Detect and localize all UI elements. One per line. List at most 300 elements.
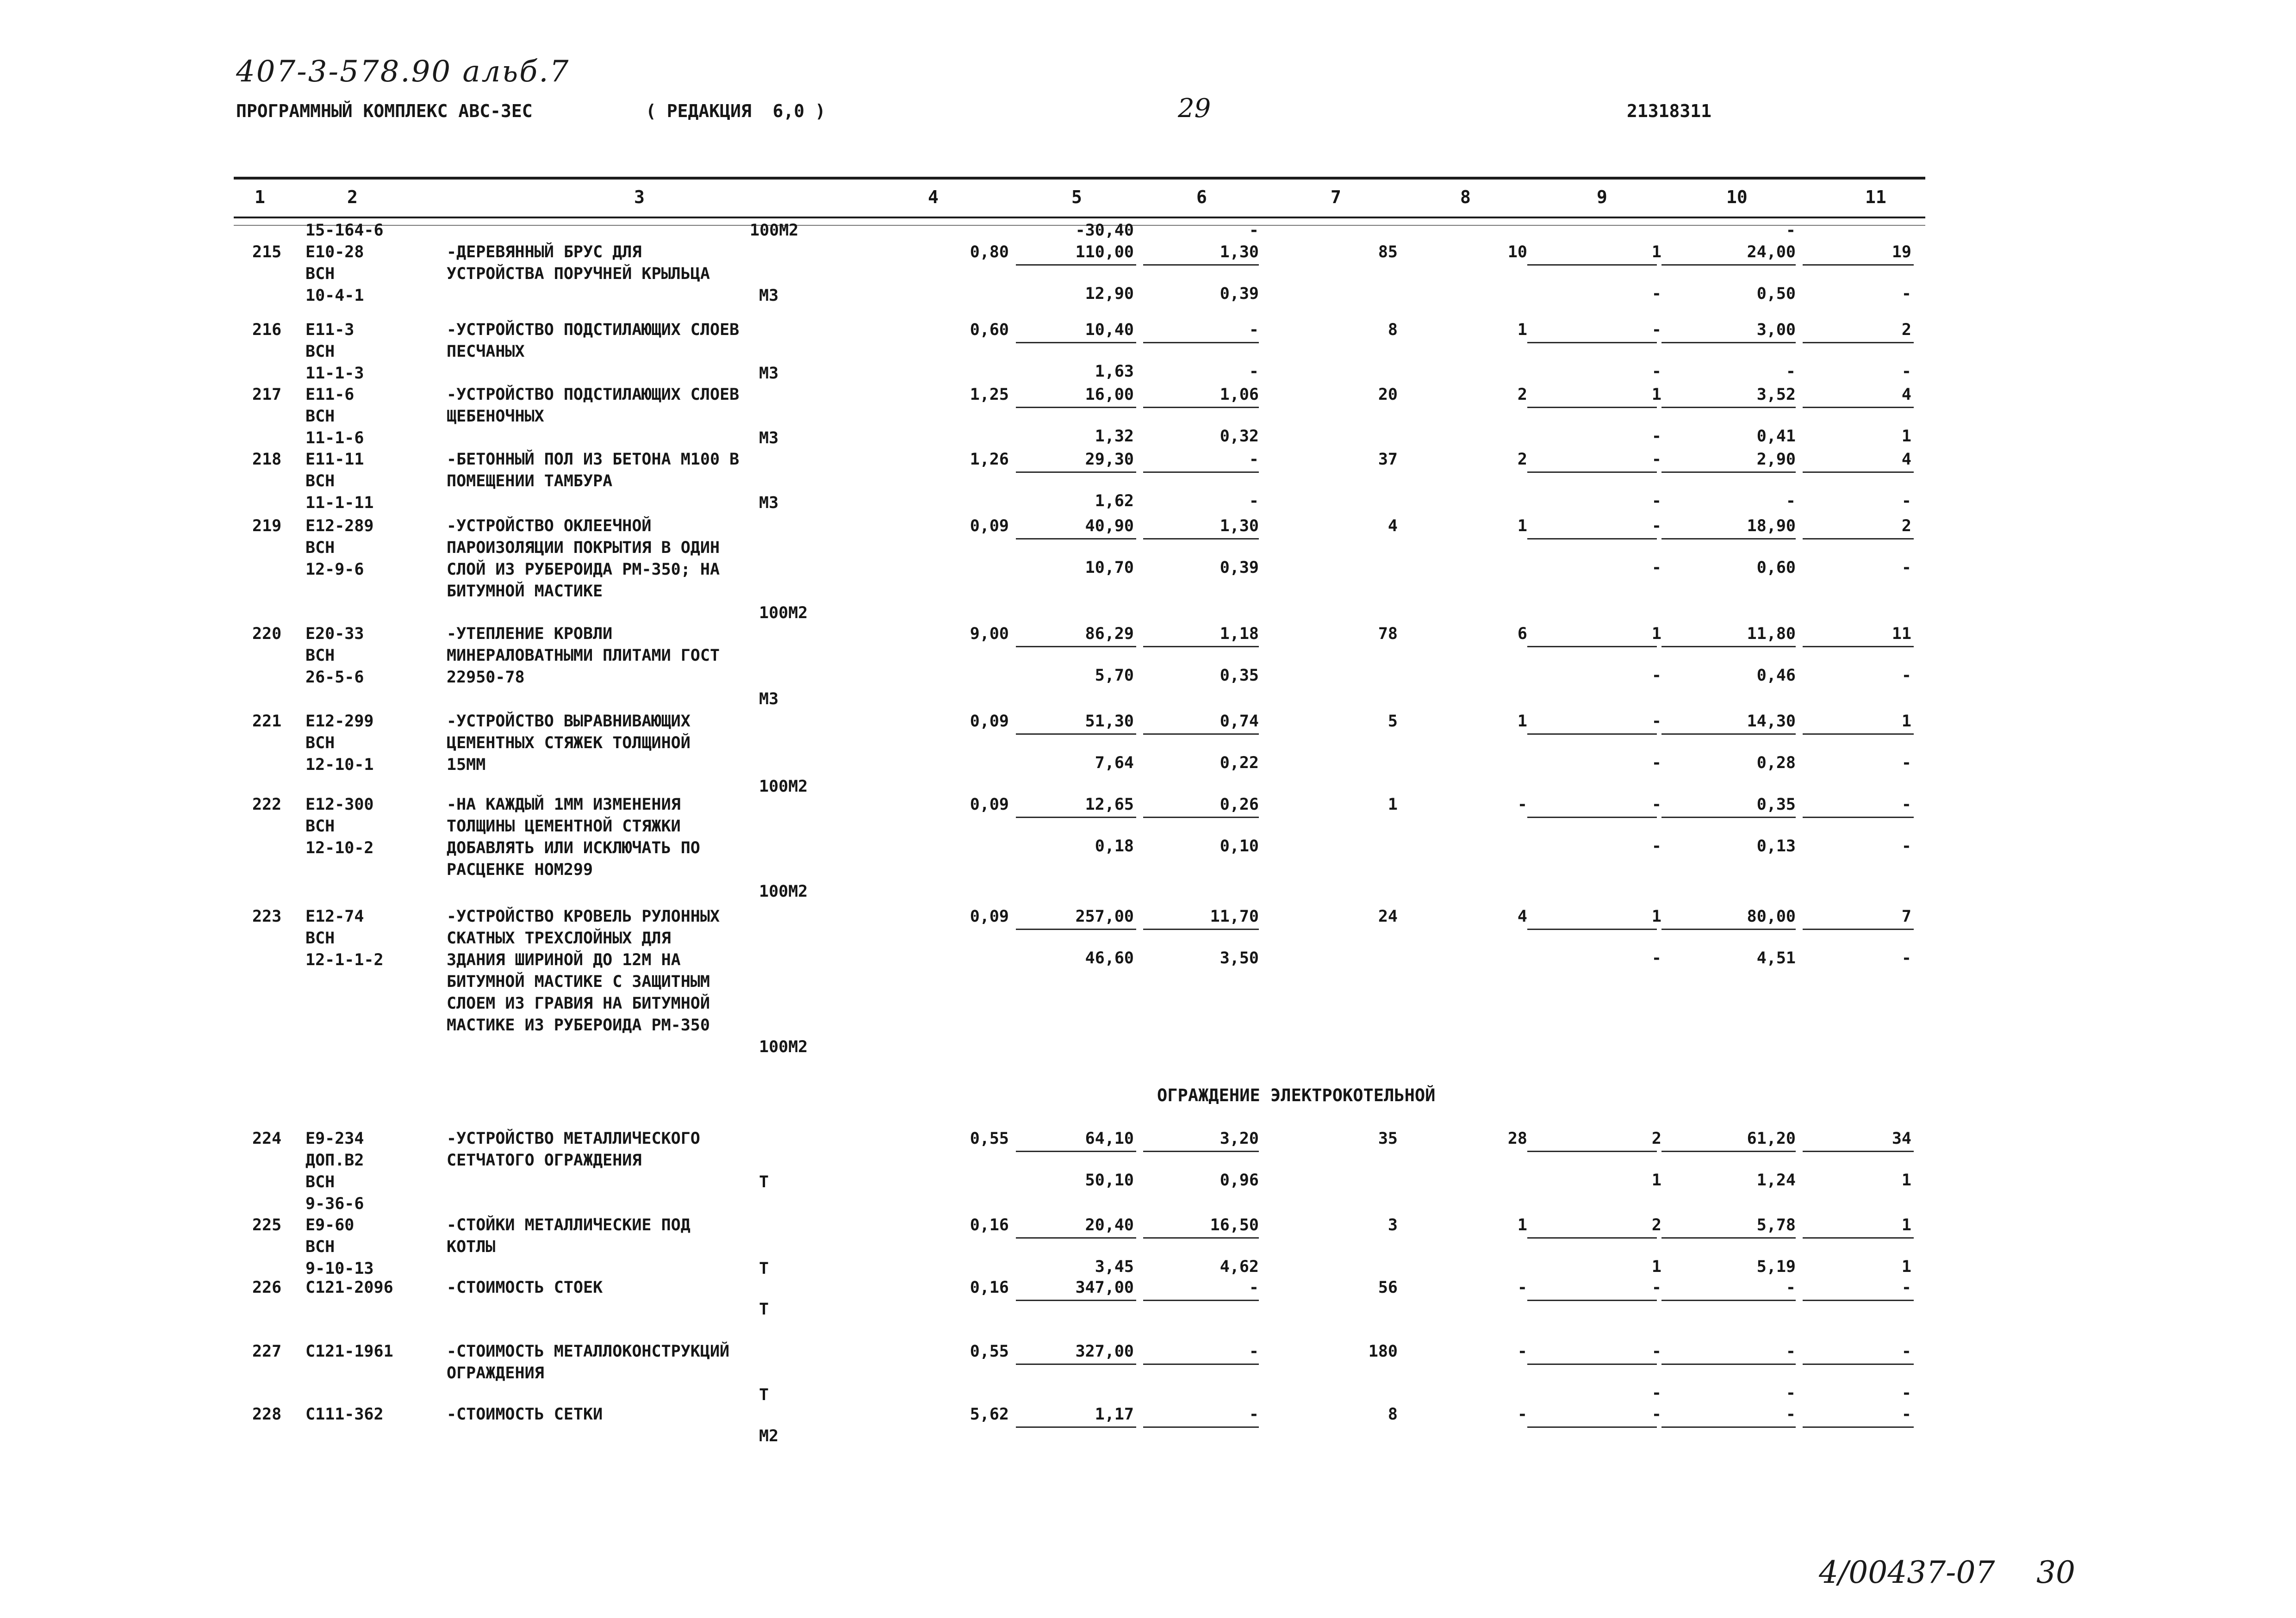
col-9-wage: - bbox=[1651, 558, 1661, 577]
col-7-total: 85 bbox=[1378, 243, 1398, 261]
unit-of-measure: М3 bbox=[759, 286, 779, 305]
col-4-quantity: 9,00 bbox=[970, 625, 1009, 643]
col-11-machinists: - bbox=[1901, 285, 1911, 303]
col-6-wage: 0,39 bbox=[1220, 558, 1259, 577]
work-description: -УСТРОЙСТВО МЕТАЛЛИЧЕСКОГО СЕТЧАТОГО ОГРАЖДЕНИЯ bbox=[447, 1129, 700, 1170]
unit-of-measure: Т bbox=[759, 1386, 769, 1404]
work-description: -ДЕРЕВЯННЫЙ БРУС ДЛЯ УСТРОЙСТВА ПОРУЧНЕЙ КРЫЛЬЦА bbox=[447, 243, 710, 283]
norm-basis: ВСН bbox=[305, 342, 335, 361]
program-edition: ( РЕДАКЦИЯ 6,0 ) bbox=[646, 101, 826, 121]
col-11-labor-total: 4 bbox=[1901, 450, 1911, 469]
norm-reference: 9-36-6 bbox=[305, 1195, 364, 1213]
col-11-labor-total: 7 bbox=[1901, 907, 1911, 926]
col-9-wage: 1 bbox=[1651, 1258, 1661, 1276]
col-11-underline bbox=[1803, 1300, 1914, 1301]
unit-of-measure-prev: 100М2 bbox=[750, 221, 799, 240]
col-7-total: 37 bbox=[1378, 450, 1398, 469]
norm-reference: 9-10-13 bbox=[305, 1259, 374, 1278]
col-8-wage: 2 bbox=[1517, 385, 1527, 404]
col-4-quantity: 0,09 bbox=[970, 907, 1009, 926]
norm-code: С111-362 bbox=[305, 1405, 384, 1424]
col-11-machinists: - bbox=[1901, 666, 1911, 685]
unit-of-measure: М2 bbox=[759, 1427, 779, 1445]
col-9-wage: - bbox=[1651, 1384, 1661, 1402]
col-5-underline bbox=[1016, 471, 1136, 473]
col-5-underline bbox=[1016, 538, 1136, 539]
col-5-underline bbox=[1016, 817, 1136, 818]
entry-number: 223 bbox=[252, 907, 282, 926]
unit-of-measure: 100М2 bbox=[759, 882, 808, 901]
col-11-underline bbox=[1803, 733, 1914, 735]
col-6-machines: 1,18 bbox=[1220, 625, 1259, 643]
col-5-unit-cost: 16,00 bbox=[1085, 385, 1134, 404]
norm-reference: 10-4-1 bbox=[305, 286, 364, 305]
col-5-wage: 1,32 bbox=[1095, 427, 1134, 446]
col-9-machines: 1 bbox=[1651, 385, 1661, 404]
unit-of-measure: М3 bbox=[759, 429, 779, 447]
col-11-machinists: - bbox=[1901, 949, 1911, 967]
col-8-wage: - bbox=[1517, 795, 1527, 814]
col-10-labor: 11,80 bbox=[1747, 625, 1796, 643]
col-8-wage: 1 bbox=[1517, 517, 1527, 535]
col-8-wage: 1 bbox=[1517, 712, 1527, 731]
col-7-total: 56 bbox=[1378, 1278, 1398, 1297]
col-11-underline bbox=[1803, 538, 1914, 539]
entry-number: 216 bbox=[252, 321, 282, 339]
col-5-unit-cost: 40,90 bbox=[1085, 517, 1134, 535]
col-5-wage: 0,18 bbox=[1095, 837, 1134, 855]
col-9-underline bbox=[1527, 471, 1657, 473]
col-7-total: 1 bbox=[1388, 795, 1398, 814]
norm-code: Е12-299 bbox=[305, 712, 374, 731]
col-6-machines: - bbox=[1249, 1278, 1259, 1297]
col-10-machinists: 1,24 bbox=[1756, 1171, 1796, 1190]
col-9-machines: - bbox=[1651, 1278, 1661, 1297]
entry-number: 222 bbox=[252, 795, 282, 814]
col-9-wage: - bbox=[1651, 754, 1661, 772]
norm-code: Е20-33 bbox=[305, 625, 364, 643]
col-5-underline bbox=[1016, 1300, 1136, 1301]
col-9-machines: - bbox=[1651, 795, 1661, 814]
col-6-underline bbox=[1143, 1300, 1259, 1301]
col-10-machinists: 0,28 bbox=[1756, 754, 1796, 772]
col-11-machinists: 1 bbox=[1901, 1258, 1911, 1276]
col-10-labor: 61,20 bbox=[1747, 1129, 1796, 1148]
col-5-wage: 3,45 bbox=[1095, 1258, 1134, 1276]
col-6-wage: 4,62 bbox=[1220, 1258, 1259, 1276]
col-4-quantity: 1,26 bbox=[970, 450, 1009, 469]
col-8-wage: 4 bbox=[1517, 907, 1527, 926]
col-11-underline bbox=[1803, 407, 1914, 408]
col-10-labor: 80,00 bbox=[1747, 907, 1796, 926]
col-10-machinists: 4,51 bbox=[1756, 949, 1796, 967]
col-6-machines: 16,50 bbox=[1210, 1216, 1259, 1234]
col-5-wage: 12,90 bbox=[1085, 285, 1134, 303]
col-10-underline bbox=[1661, 471, 1796, 473]
col-header-5: 5 bbox=[1071, 187, 1082, 207]
work-description: -СТОИМОСТЬ СТОЕК bbox=[447, 1278, 603, 1297]
col-4-quantity: 0,16 bbox=[970, 1278, 1009, 1297]
col-5-wage: 1,62 bbox=[1095, 492, 1134, 510]
work-description: -СТОЙКИ МЕТАЛЛИЧЕСКИЕ ПОД КОТЛЫ bbox=[447, 1216, 691, 1256]
norm-reference: 11-1-3 bbox=[305, 364, 364, 383]
norm-code: Е11-3 bbox=[305, 321, 355, 339]
col-11-labor-total: 19 bbox=[1892, 243, 1911, 261]
work-description: -УСТРОЙСТВО КРОВЕЛЬ РУЛОННЫХ СКАТНЫХ ТРЕХСЛОЙНЫХ ДЛЯ ЗДАНИЯ ШИРИНОЙ ДО 12М НА БИТУМНОЙ МАСТИКЕ С ЗАЩИТНЫМ СЛОЕМ ИЗ ГРАВИЯ НА БИТУМНОЙ МАСТИКЕ ИЗ РУБЕРОИДА РМ-350 bbox=[447, 907, 720, 1035]
col-6-wage: 0,32 bbox=[1220, 427, 1259, 446]
col-11-labor-total: 11 bbox=[1892, 625, 1911, 643]
col-11-labor-total: - bbox=[1901, 1342, 1911, 1361]
col-10-labor: 3,52 bbox=[1756, 385, 1796, 404]
col-5-wage: 10,70 bbox=[1085, 558, 1134, 577]
col-10-labor: 24,00 bbox=[1747, 243, 1796, 261]
norm-code: Е12-74 bbox=[305, 907, 364, 926]
norm-code: Е9-234 bbox=[305, 1129, 364, 1148]
entry-number: 221 bbox=[252, 712, 282, 731]
col-9-wage: - bbox=[1651, 285, 1661, 303]
col-7-total: 20 bbox=[1378, 385, 1398, 404]
header-bottom-rule bbox=[234, 217, 1925, 218]
col-5-wage: 7,64 bbox=[1095, 754, 1134, 772]
unit-of-measure: 100М2 bbox=[759, 604, 808, 622]
col-6-wage: 0,22 bbox=[1220, 754, 1259, 772]
col-header-6: 6 bbox=[1196, 187, 1207, 207]
col-7-total: 4 bbox=[1388, 517, 1398, 535]
entry-number: 219 bbox=[252, 517, 282, 535]
col-11-machinists: - bbox=[1901, 558, 1911, 577]
col-11-labor-total: 1 bbox=[1901, 712, 1911, 731]
work-description: -УСТРОЙСТВО ПОДСТИЛАЮЩИХ СЛОЕВ ПЕСЧАНЫХ bbox=[447, 321, 740, 361]
entry-number: 218 bbox=[252, 450, 282, 469]
col-header-10: 10 bbox=[1726, 187, 1748, 207]
col-6-underline bbox=[1143, 817, 1259, 818]
unit-of-measure: М3 bbox=[759, 690, 779, 708]
col-10-underline bbox=[1661, 1300, 1796, 1301]
col-header-11: 11 bbox=[1865, 187, 1886, 207]
col-8-wage: - bbox=[1517, 1342, 1527, 1361]
col-header-7: 7 bbox=[1331, 187, 1341, 207]
unit-of-measure: Т bbox=[759, 1259, 769, 1278]
col-11-underline bbox=[1803, 1151, 1914, 1152]
col-4-quantity: 0,09 bbox=[970, 795, 1009, 814]
col-6-underline bbox=[1143, 646, 1259, 647]
norm-reference: 12-10-2 bbox=[305, 839, 374, 857]
col-10-underline bbox=[1661, 733, 1796, 735]
col-6-machines: 3,20 bbox=[1220, 1129, 1259, 1148]
col-11-labor-total: - bbox=[1901, 1405, 1911, 1424]
col-9-wage: - bbox=[1651, 427, 1661, 446]
col-6-underline bbox=[1143, 264, 1259, 266]
col-9-underline bbox=[1527, 1300, 1657, 1301]
col-10-labor: 14,30 bbox=[1747, 712, 1796, 731]
col-9-machines: - bbox=[1651, 712, 1661, 731]
col-11-labor-total: 4 bbox=[1901, 385, 1911, 404]
col-5-pre: -30,40 bbox=[1075, 221, 1134, 240]
col-6-underline bbox=[1143, 538, 1259, 539]
col-header-9: 9 bbox=[1597, 187, 1607, 207]
col-4-quantity: 0,80 bbox=[970, 243, 1009, 261]
col-10-underline bbox=[1661, 1364, 1796, 1365]
col-7-total: 24 bbox=[1378, 907, 1398, 926]
norm-reference: 11-1-11 bbox=[305, 494, 374, 512]
col-6-machines: 1,30 bbox=[1220, 243, 1259, 261]
norm-code: Е11-6 bbox=[305, 385, 355, 404]
work-description: -БЕТОННЫЙ ПОЛ ИЗ БЕТОНА М100 В ПОМЕЩЕНИИ ТАМБУРА bbox=[447, 450, 740, 490]
norm-code: С121-2096 bbox=[305, 1278, 393, 1297]
col-5-wage: 5,70 bbox=[1095, 666, 1134, 685]
col-5-unit-cost: 347,00 bbox=[1075, 1278, 1134, 1297]
col-8-wage: 2 bbox=[1517, 450, 1527, 469]
col-7-total: 3 bbox=[1388, 1216, 1398, 1234]
col-10-underline bbox=[1661, 1151, 1796, 1152]
col-5-unit-cost: 110,00 bbox=[1075, 243, 1134, 261]
unit-of-measure: 100М2 bbox=[759, 777, 808, 796]
col-11-underline bbox=[1803, 817, 1914, 818]
col-5-unit-cost: 29,30 bbox=[1085, 450, 1134, 469]
col-6-machines: 1,06 bbox=[1220, 385, 1259, 404]
handwritten-album-code: 407-3-578.90 альб.7 bbox=[236, 55, 570, 89]
col-6-underline bbox=[1143, 1364, 1259, 1365]
col-6-machines: - bbox=[1249, 1405, 1259, 1424]
col-10-underline bbox=[1661, 1426, 1796, 1428]
col-11-labor-total: 2 bbox=[1901, 321, 1911, 339]
col-10-underline bbox=[1661, 342, 1796, 343]
unit-of-measure: М3 bbox=[759, 494, 779, 512]
col-6-wage: - bbox=[1249, 362, 1259, 381]
col-5-underline bbox=[1016, 1151, 1136, 1152]
col-9-machines: - bbox=[1651, 517, 1661, 535]
entry-number: 227 bbox=[252, 1342, 282, 1361]
col-9-machines: 2 bbox=[1651, 1129, 1661, 1148]
col-11-labor-total: - bbox=[1901, 1278, 1911, 1297]
norm-basis: ВСН bbox=[305, 734, 335, 752]
col-11-machinists: - bbox=[1901, 362, 1911, 381]
col-9-underline bbox=[1527, 1364, 1657, 1365]
norm-reference: 11-1-6 bbox=[305, 429, 364, 447]
norm-code: С121-1961 bbox=[305, 1342, 393, 1361]
col-10-labor: - bbox=[1786, 1342, 1796, 1361]
col-9-machines: 1 bbox=[1651, 625, 1661, 643]
col-5-unit-cost: 10,40 bbox=[1085, 321, 1134, 339]
col-4-quantity: 0,60 bbox=[970, 321, 1009, 339]
work-description: -СТОИМОСТЬ СЕТКИ bbox=[447, 1405, 603, 1424]
col-8-wage: 10 bbox=[1507, 243, 1527, 261]
col-6-underline bbox=[1143, 1426, 1259, 1428]
col-11-machinists: 1 bbox=[1901, 1171, 1911, 1190]
col-9-machines: 2 bbox=[1651, 1216, 1661, 1234]
col-10-labor: 2,90 bbox=[1756, 450, 1796, 469]
unit-of-measure: Т bbox=[759, 1300, 769, 1319]
col-7-total: 78 bbox=[1378, 625, 1398, 643]
entry-number: 228 bbox=[252, 1405, 282, 1424]
work-description: -СТОИМОСТЬ МЕТАЛЛОКОНСТРУКЦИЙ ОГРАЖДЕНИЯ bbox=[447, 1342, 730, 1382]
handwritten-footer-code: 4/00437-07 bbox=[1819, 1555, 1995, 1590]
entry-number: 224 bbox=[252, 1129, 282, 1148]
col-5-underline bbox=[1016, 264, 1136, 266]
col-11-underline bbox=[1803, 1237, 1914, 1239]
table-top-rule bbox=[234, 177, 1925, 180]
work-description: -УСТРОЙСТВО ОКЛЕЕЧНОЙ ПАРОИЗОЛЯЦИИ ПОКРЫТИЯ В ОДИН СЛОЙ ИЗ РУБЕРОИДА РМ-350; НА БИТУМНОЙ МАСТИКЕ bbox=[447, 517, 720, 601]
col-header-1: 1 bbox=[255, 187, 265, 207]
norm-basis: ДОП.В2 ВСН bbox=[305, 1151, 364, 1191]
work-description: -УСТРОЙСТВО ПОДСТИЛАЮЩИХ СЛОЕВ ЩЕБЕНОЧНЫХ bbox=[447, 385, 740, 426]
page-number: 29 bbox=[1178, 93, 1211, 124]
document-number: 21318311 bbox=[1627, 101, 1712, 121]
col-6-wage: 3,50 bbox=[1220, 949, 1259, 967]
col-5-underline bbox=[1016, 929, 1136, 930]
col-8-wage: - bbox=[1517, 1405, 1527, 1424]
col-10-machinists: 0,60 bbox=[1756, 558, 1796, 577]
norm-reference: 26-5-6 bbox=[305, 668, 364, 687]
col-9-machines: - bbox=[1651, 450, 1661, 469]
col-9-wage: - bbox=[1651, 837, 1661, 855]
col-6-wage: 0,10 bbox=[1220, 837, 1259, 855]
col-6-machines: - bbox=[1249, 450, 1259, 469]
col-11-labor-total: 34 bbox=[1892, 1129, 1911, 1148]
col-10-machinists: 0,41 bbox=[1756, 427, 1796, 446]
col-10-labor: - bbox=[1786, 1278, 1796, 1297]
unit-of-measure: М3 bbox=[759, 364, 779, 383]
work-description: -УТЕПЛЕНИЕ КРОВЛИ МИНЕРАЛОВАТНЫМИ ПЛИТАМИ ГОСТ 22950-78 bbox=[447, 625, 720, 687]
col-5-underline bbox=[1016, 733, 1136, 735]
col-4-quantity: 0,55 bbox=[970, 1342, 1009, 1361]
col-5-unit-cost: 86,29 bbox=[1085, 625, 1134, 643]
entry-number: 220 bbox=[252, 625, 282, 643]
col-9-wage: - bbox=[1651, 949, 1661, 967]
col-5-unit-cost: 20,40 bbox=[1085, 1216, 1134, 1234]
col-6-wage: - bbox=[1249, 492, 1259, 510]
section-title: ОГРАЖДЕНИЕ ЭЛЕКТРОКОТЕЛЬНОЙ bbox=[1157, 1085, 1436, 1105]
norm-reference: 12-10-1 bbox=[305, 756, 374, 774]
resource-code-line: 15-164-6 bbox=[305, 221, 384, 240]
col-10-underline bbox=[1661, 929, 1796, 930]
unit-of-measure: 100М2 bbox=[759, 1038, 808, 1056]
col-11-machinists: - bbox=[1901, 754, 1911, 772]
col-6-wage: 0,35 bbox=[1220, 666, 1259, 685]
col-6-underline bbox=[1143, 1151, 1259, 1152]
col-9-underline bbox=[1527, 264, 1657, 266]
col-11-underline bbox=[1803, 1364, 1914, 1365]
col-10-machinists: 0,50 bbox=[1756, 285, 1796, 303]
col-10-underline bbox=[1661, 1237, 1796, 1239]
col-9-underline bbox=[1527, 407, 1657, 408]
col-10-underline bbox=[1661, 817, 1796, 818]
norm-basis: ВСН bbox=[305, 472, 335, 490]
norm-basis: ВСН bbox=[305, 539, 335, 557]
col-4-quantity: 1,25 bbox=[970, 385, 1009, 404]
col-9-machines: 1 bbox=[1651, 243, 1661, 261]
norm-reference: 12-9-6 bbox=[305, 560, 364, 579]
col-10-underline bbox=[1661, 538, 1796, 539]
col-5-underline bbox=[1016, 1426, 1136, 1428]
col-9-machines: 1 bbox=[1651, 907, 1661, 926]
col-11-underline bbox=[1803, 929, 1914, 930]
col-6-underline bbox=[1143, 342, 1259, 343]
col-4-quantity: 0,55 bbox=[970, 1129, 1009, 1148]
col-9-wage: - bbox=[1651, 492, 1661, 510]
col-11-underline bbox=[1803, 471, 1914, 473]
norm-code: Е9-60 bbox=[305, 1216, 355, 1234]
col-8-wage: - bbox=[1517, 1278, 1527, 1297]
col-6-machines: 11,70 bbox=[1210, 907, 1259, 926]
col-6-underline bbox=[1143, 929, 1259, 930]
norm-code: Е12-289 bbox=[305, 517, 374, 535]
col-8-wage: 1 bbox=[1517, 321, 1527, 339]
col-9-underline bbox=[1527, 1426, 1657, 1428]
col-6-machines: - bbox=[1249, 321, 1259, 339]
col-4-quantity: 0,16 bbox=[970, 1216, 1009, 1234]
col-11-machinists: 1 bbox=[1901, 427, 1911, 446]
col-6-machines: - bbox=[1249, 1342, 1259, 1361]
col-9-wage: - bbox=[1651, 666, 1661, 685]
col-11-underline bbox=[1803, 1426, 1914, 1428]
col-5-underline bbox=[1016, 1364, 1136, 1365]
col-9-machines: - bbox=[1651, 1342, 1661, 1361]
program-title: ПРОГРАММНЫЙ КОМПЛЕКС АВС-3ЕС bbox=[236, 101, 533, 121]
col-9-wage: 1 bbox=[1651, 1171, 1661, 1190]
col-7-total: 8 bbox=[1388, 321, 1398, 339]
col-5-unit-cost: 327,00 bbox=[1075, 1342, 1134, 1361]
col-10-labor: 5,78 bbox=[1756, 1216, 1796, 1234]
entry-number: 217 bbox=[252, 385, 282, 404]
work-description: -НА КАЖДЫЙ 1ММ ИЗМЕНЕНИЯ ТОЛЩИНЫ ЦЕМЕНТНОЙ СТЯЖКИ ДОБАВЛЯТЬ ИЛИ ИСКЛЮЧАТЬ ПО РАСЦЕНКЕ НОМ299 bbox=[447, 795, 700, 879]
col-5-unit-cost: 12,65 bbox=[1085, 795, 1134, 814]
col-9-underline bbox=[1527, 929, 1657, 930]
col-7-total: 8 bbox=[1388, 1405, 1398, 1424]
norm-code: Е11-11 bbox=[305, 450, 364, 469]
col-8-wage: 1 bbox=[1517, 1216, 1527, 1234]
entry-number: 225 bbox=[252, 1216, 282, 1234]
col-11-labor-total: 1 bbox=[1901, 1216, 1911, 1234]
col-11-labor-total: 2 bbox=[1901, 517, 1911, 535]
col-9-underline bbox=[1527, 342, 1657, 343]
col-10-machinists: - bbox=[1786, 362, 1796, 381]
work-description: -УСТРОЙСТВО ВЫРАВНИВАЮЩИХ ЦЕМЕНТНЫХ СТЯЖЕК ТОЛЩИНОЙ 15ММ bbox=[447, 712, 691, 774]
col-header-4: 4 bbox=[928, 187, 939, 207]
col-6-underline bbox=[1143, 407, 1259, 408]
col-10-underline bbox=[1661, 264, 1796, 266]
col-7-total: 180 bbox=[1368, 1342, 1398, 1361]
entry-number: 226 bbox=[252, 1278, 282, 1297]
norm-basis: ВСН bbox=[305, 407, 335, 426]
col-9-underline bbox=[1527, 538, 1657, 539]
entry-number: 215 bbox=[252, 243, 282, 261]
col-8-wage: 6 bbox=[1517, 625, 1527, 643]
col-11-underline bbox=[1803, 646, 1914, 647]
col-6-underline bbox=[1143, 471, 1259, 473]
col-5-wage: 1,63 bbox=[1095, 362, 1134, 381]
col-7-total: 5 bbox=[1388, 712, 1398, 731]
col-10-pre: - bbox=[1786, 221, 1796, 240]
col-6-wage: 0,96 bbox=[1220, 1171, 1259, 1190]
col-10-labor: - bbox=[1786, 1405, 1796, 1424]
col-5-wage: 46,60 bbox=[1085, 949, 1134, 967]
col-4-quantity: 5,62 bbox=[970, 1405, 1009, 1424]
col-10-machinists: - bbox=[1786, 1384, 1796, 1402]
norm-basis: ВСН bbox=[305, 646, 335, 665]
handwritten-footer-page: 30 bbox=[2036, 1555, 2075, 1590]
col-6-machines: 1,30 bbox=[1220, 517, 1259, 535]
col-9-underline bbox=[1527, 733, 1657, 735]
col-header-2: 2 bbox=[347, 187, 358, 207]
col-5-unit-cost: 1,17 bbox=[1095, 1405, 1134, 1424]
norm-code: Е12-300 bbox=[305, 795, 374, 814]
col-7-total: 35 bbox=[1378, 1129, 1398, 1148]
col-9-underline bbox=[1527, 646, 1657, 647]
col-11-machinists: - bbox=[1901, 492, 1911, 510]
col-11-labor-total: - bbox=[1901, 795, 1911, 814]
col-4-quantity: 0,09 bbox=[970, 712, 1009, 731]
